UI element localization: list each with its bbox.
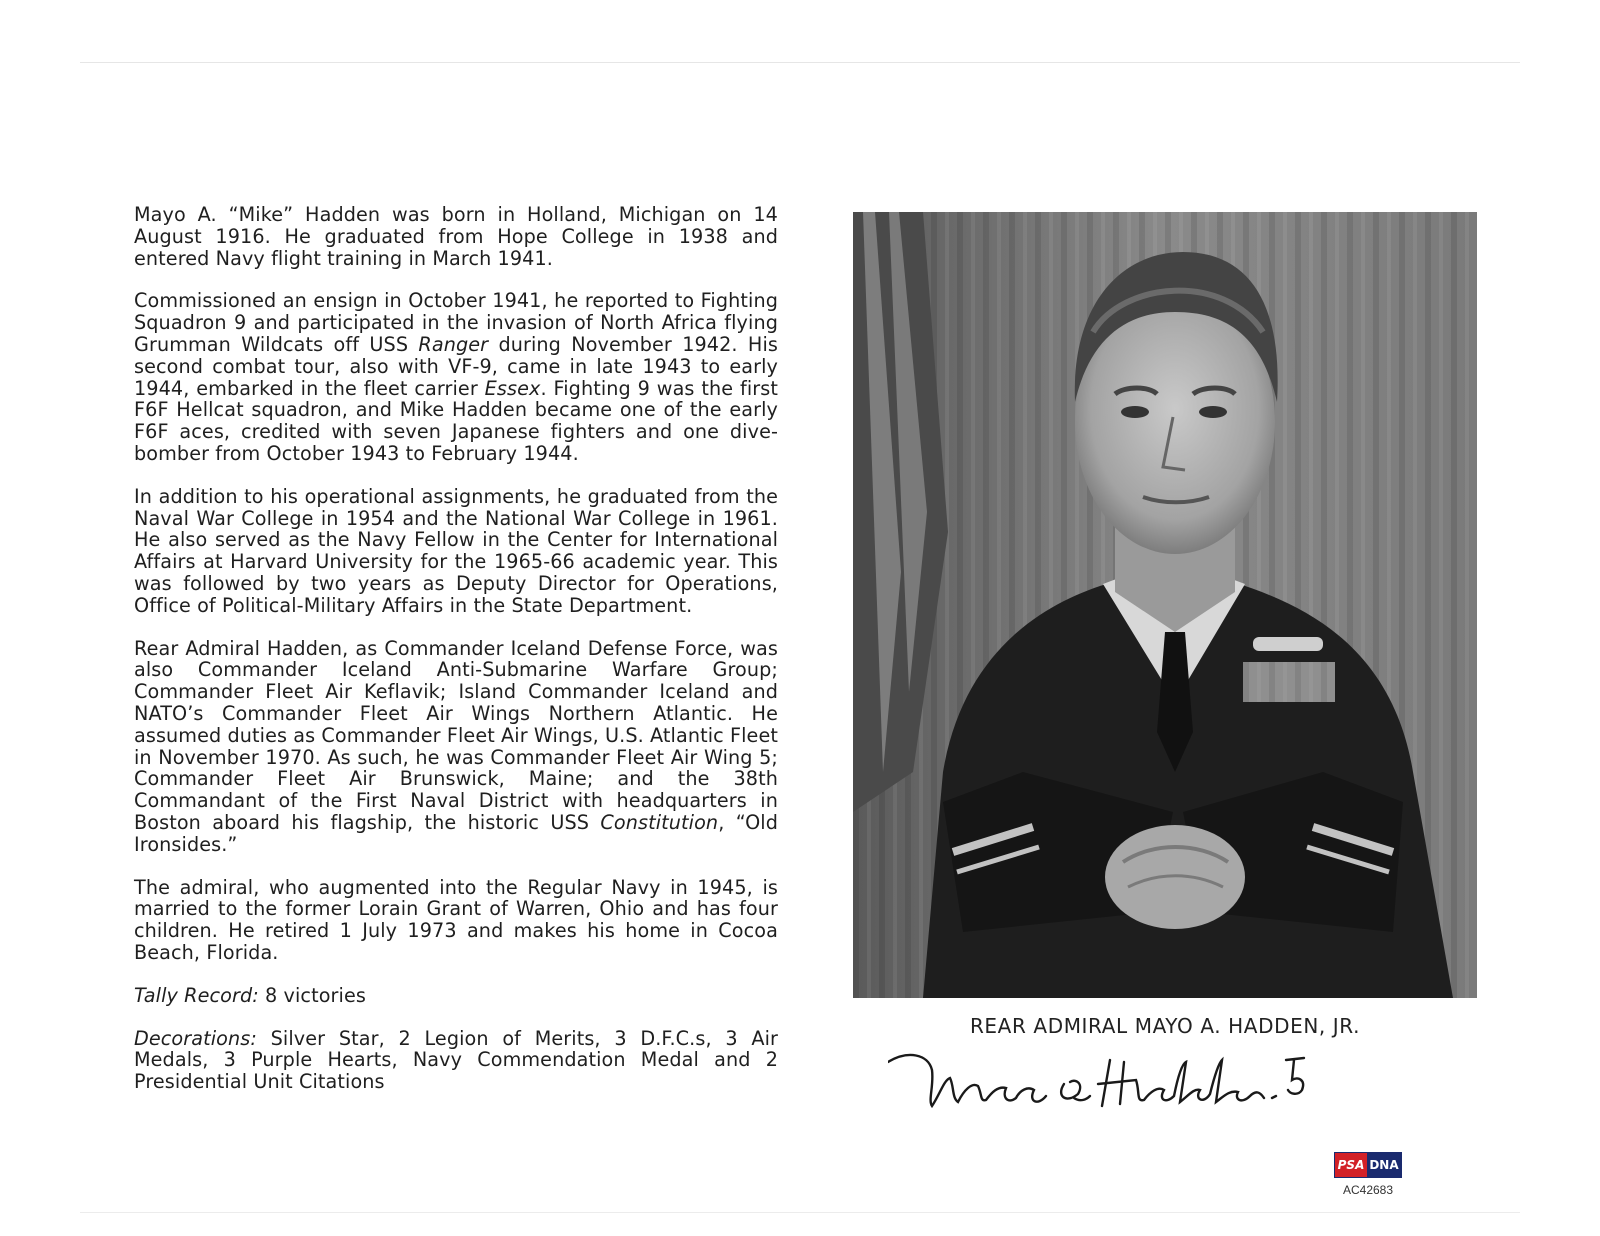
ship-name-constitution: Constitution [600, 810, 719, 834]
tally-record [134, 985, 778, 1007]
bio-p4-part-a: Rear Admiral Hadden, as Commander Iceland Defense Force, was also Commander Iceland Anti-Submarine Warfare Group; Commander Fleet Air Keflavik; Island Commander Iceland and NATO’s Commander Fleet Air Wings Northern Atlantic. He assumed duties as Commander Fleet Air Wings, U.S. Atlantic Fleet in November 1970. As such, he was Commander Fleet Air Wing 5; Commander Fleet Air Brunswick, Maine; and the 38th Commandant of the First Naval District with headquarters in Boston aboard his flagship, the historic USS [134, 636, 778, 834]
bio-paragraph-3: In addition to his operational assignments, he graduated from the Naval War College in 1954 and the National War College in 1961. He also served as the Navy Fellow in the Center for International Affairs at Harvard University for the 1965-66 academic year. This was followed by two years as Deputy Director for Operations, Office of Political-Military Affairs in the State Department. [134, 484, 778, 617]
dna-logo-text: DNA [1367, 1153, 1401, 1177]
psa-dna-logo [1334, 1152, 1402, 1178]
bio-p2-part-a: Commissioned an ensign in October 1941, he reported to Fighting Squadron 9 and participated in the invasion of North Africa flying Grumman Wildcats off USS [134, 289, 778, 356]
psa-logo-text: PSA [1335, 1153, 1367, 1177]
page-top-edge [80, 62, 1520, 63]
tally-value: 8 victories [258, 983, 366, 1007]
portrait-photo [853, 212, 1477, 998]
bio-p4-part-b: , “Old Ironsides.” [134, 810, 778, 856]
photo-caption: REAR ADMIRAL MAYO A. HADDEN, JR. [969, 1014, 1361, 1038]
ship-name-essex: Essex [484, 376, 541, 400]
page-bottom-edge [80, 1212, 1520, 1213]
biography-text [134, 204, 778, 1114]
tally-label: Tally Record: [134, 983, 259, 1007]
autograph-signature [888, 1040, 1308, 1120]
bio-paragraph-2 [134, 290, 778, 464]
ship-name-ranger: Ranger [418, 332, 489, 356]
bio-p2-part-c: . Fighting 9 was the first F6F Hellcat squadron, and Mike Hadden became one of the early F6F aces, credited with seven Japanese fighters and one dive-bomber from October 1943 to February 1944. [134, 376, 778, 465]
bio-p2-part-b: during November 1942. His second combat tour, also with VF-9, came in late 1943 to early 1944, embarked in the fleet carrier [134, 332, 778, 400]
bio-paragraph-4 [134, 638, 778, 856]
bio-paragraph-1: Mayo A. “Mike” Hadden was born in Holland, Michigan on 14 August 1916. He graduated from Hope College in 1938 and entered Navy flight training in March 1941. [134, 203, 778, 270]
certificate-number: AC42683 [1342, 1183, 1394, 1197]
decorations [134, 1028, 778, 1093]
decorations-value: Silver Star, 2 Legion of Merits, 3 D.F.C.s, 3 Air Medals, 3 Purple Hearts, Navy Commendation Medal and 2 Presidential Unit Citations [134, 1026, 778, 1094]
decorations-label: Decorations: [134, 1026, 257, 1050]
bio-paragraph-5: The admiral, who augmented into the Regular Navy in 1945, is married to the former Lorain Grant of Warren, Ohio and has four children. He retired 1 July 1973 and makes his home in Cocoa Beach, Florida. [134, 875, 778, 964]
